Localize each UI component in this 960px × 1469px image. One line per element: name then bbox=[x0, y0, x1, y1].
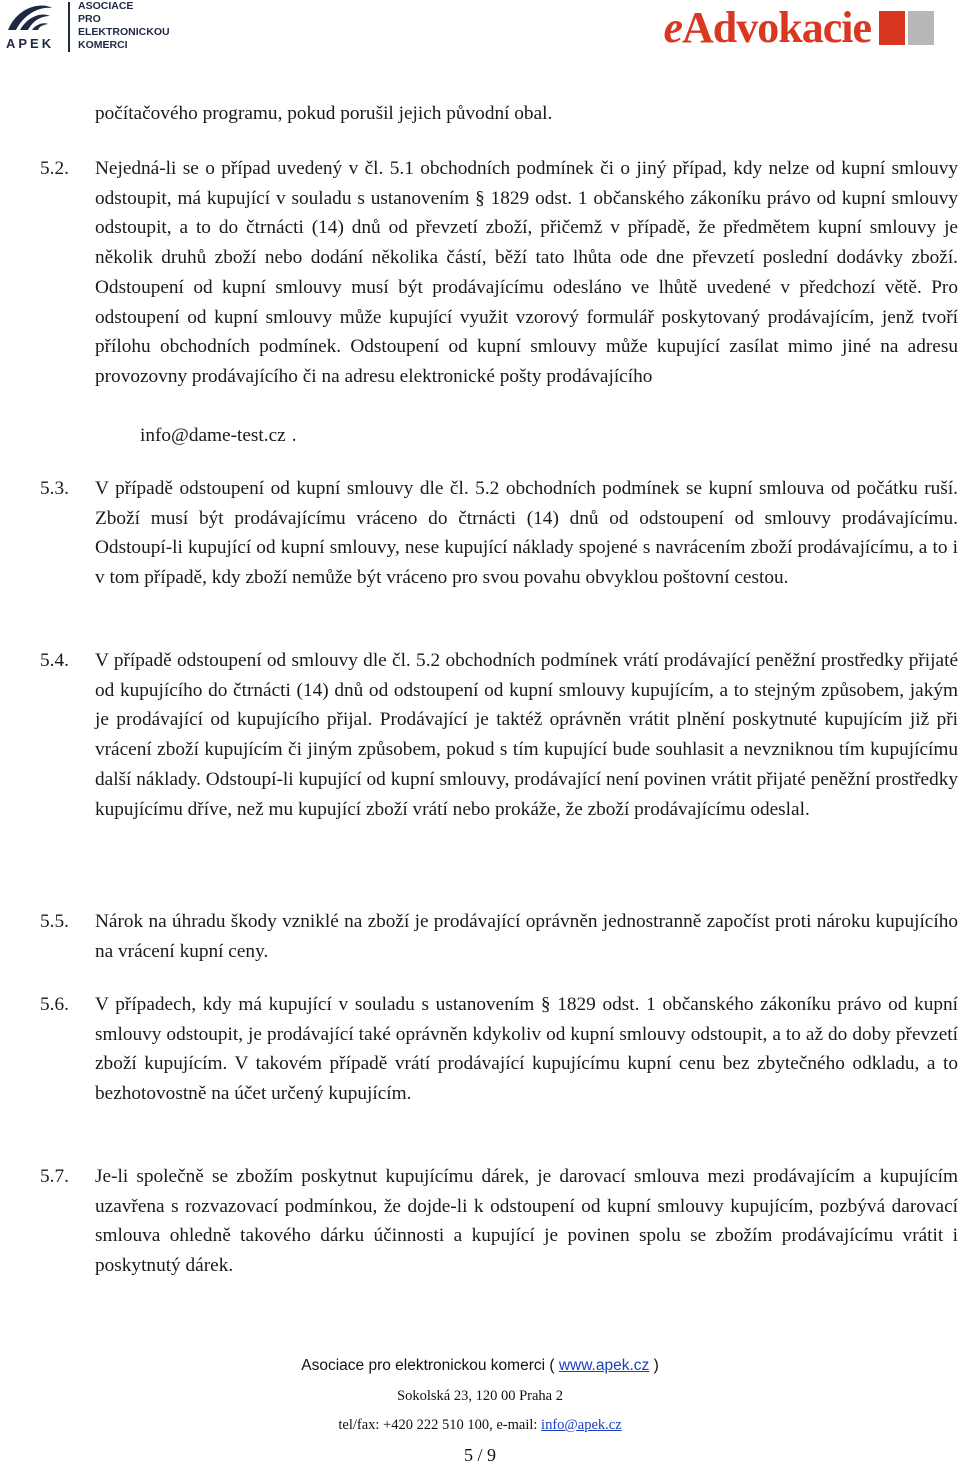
section-number: 5.3. bbox=[40, 478, 69, 499]
apek-name-line: ASOCIACE bbox=[78, 0, 134, 12]
logo-divider bbox=[68, 2, 70, 52]
section-text: Je-li společně se zbožím poskytnut kupujícímu dárek, je darovací smlouva mezi prodávajícím a kupujícím uzavřena s rozvazovací podmínkou, že dojde-li k odstoupení od kupní smlouvy kupujícím, pozbývá darovací smlouva ohledně takového dárku účinnosti a kupující je povinen spolu se zbožím prodávajícímu vrátit i poskytnutý dárek. bbox=[95, 1166, 958, 1277]
section-number: 5.7. bbox=[40, 1166, 69, 1187]
page-header bbox=[0, 0, 960, 60]
section-text: Nejedná-li se o případ uvedený v čl. 5.1 obchodních podmínek či o jiný případ, kdy nelze od kupní smlouvy odstoupit, má kupující v souladu s ustanovením § 1829 odst. 1 občanského zákoníku právo od kupní smlouvy odstoupit, a to do čtrnácti (14) dnů od převzetí zboží, přičemž v případě, že předmětem kupní smlouvy je několik druhů zboží nebo dodání několika částí, běží tato lhůta ode dne převzetí poslední dodávky zboží. Odstoupení od kupní smlouvy musí být prodávajícímu odesláno ve lhůtě uvedené v předchozí větě. Pro odstoupení od kupní smlouvy může kupující využit vzorový formulář poskytovaný prodávajícím, jenž tvoří přílohu obchodních podmínek. Odstoupení od kupní smlouvy může kupující zasílat mimo jiné na adresu provozovny prodávajícího či na adresu elektronické pošty prodávajícího bbox=[95, 158, 958, 387]
section-text: V případech, kdy má kupující v souladu s ustanovením § 1829 odst. 1 občanského zákoníku právo od kupní smlouvy odstoupit, je prodávající také oprávněn kdykoliv od kupní smlouvy odstoupit, a to až do doby převzetí zboží kupujícím. V takovém případě vrátí prodávající kupujícímu kupní cenu bez zbytečného odkladu, a to bezhotovostně na účet určený kupujícím. bbox=[95, 994, 958, 1105]
footer-address: Sokolská 23, 120 00 Praha 2 bbox=[397, 1388, 563, 1404]
section-number: 5.5. bbox=[40, 911, 69, 932]
section-number: 5.6. bbox=[40, 994, 69, 1015]
apek-name-line: PRO bbox=[78, 13, 101, 25]
eadvokacie-logo bbox=[663, 4, 934, 52]
eadvokacie-e: e bbox=[663, 3, 682, 52]
footer-organization: Asociace pro elektronickou komerci ( www.apek.cz ) bbox=[301, 1357, 659, 1374]
section-text: V případě odstoupení od smlouvy dle čl. 5.2 obchodních podmínek vrátí prodávající peněžní prostředky přijaté od kupujícího do čtrnácti (14) dnů od odstoupení od kupní smlouvy kupujícím, a to stejným způsobem, jakým je prodávající od kupujícího přijal. Prodávající je taktéž oprávněn vrátit plnění poskytnuté kupujícím již při vrácení zboží kupujícím či jiným způsobem, pokud s tím kupující bude souhlasit a nevzniknou tím kupujícímu další náklady. Odstoupí-li kupující od kupní smlouvy, prodávající není povinen vrátit přijaté peněžní prostředky kupujícímu dříve, než mu kupující zboží vrátí nebo prokáže, že zboží prodávajícímu odeslal. bbox=[95, 650, 958, 820]
footer-contact: tel/fax: +420 222 510 100, e-mail: info@apek.cz bbox=[338, 1417, 622, 1433]
eadvokacie-rest: Advokacie bbox=[682, 3, 871, 52]
apek-name-line: ELEKTRONICKOU bbox=[78, 26, 170, 38]
eadvokacie-wordmark bbox=[663, 4, 871, 52]
page-number: 5 / 9 bbox=[463, 1445, 496, 1465]
section-text: Nárok na úhradu škody vzniklé na zboží je prodávající oprávněn jednostranně započíst proti nároku kupujícího na vrácení kupní ceny. bbox=[95, 911, 958, 962]
eadvokacie-squares-icon bbox=[879, 11, 934, 45]
apek-name-line: KOMERCI bbox=[78, 39, 128, 51]
section-number: 5.4. bbox=[40, 650, 69, 671]
intro-paragraph: počítačového programu, pokud porušil jejich původní obal. bbox=[95, 103, 553, 124]
email-line: info@dame-test.cz . bbox=[140, 425, 297, 446]
section-text: V případě odstoupení od kupní smlouvy dle čl. 5.2 obchodních podmínek se kupní smlouva od počátku ruší. Zboží musí být prodávajícímu vráceno do čtrnácti (14) dnů od odstoupení od smlouvy prodávajícímu. Odstoupí-li kupující od kupní smlouvy, nese kupující náklady spojené s navrácením zboží prodávajícímu, a to i v tom případě, kdy zboží nemůže být vráceno pro svou povahu obvyklou poštovní cestou. bbox=[95, 478, 958, 589]
seller-email[interactable]: info@dame-test.cz bbox=[140, 425, 286, 446]
section-number: 5.2. bbox=[40, 158, 69, 179]
apek-email-link[interactable]: info@apek.cz bbox=[541, 1417, 622, 1433]
apek-logo bbox=[2, 0, 182, 56]
apek-website-link[interactable]: www.apek.cz bbox=[558, 1357, 650, 1374]
apek-wordmark: APEK bbox=[6, 36, 55, 51]
apek-full-name bbox=[78, 0, 170, 52]
